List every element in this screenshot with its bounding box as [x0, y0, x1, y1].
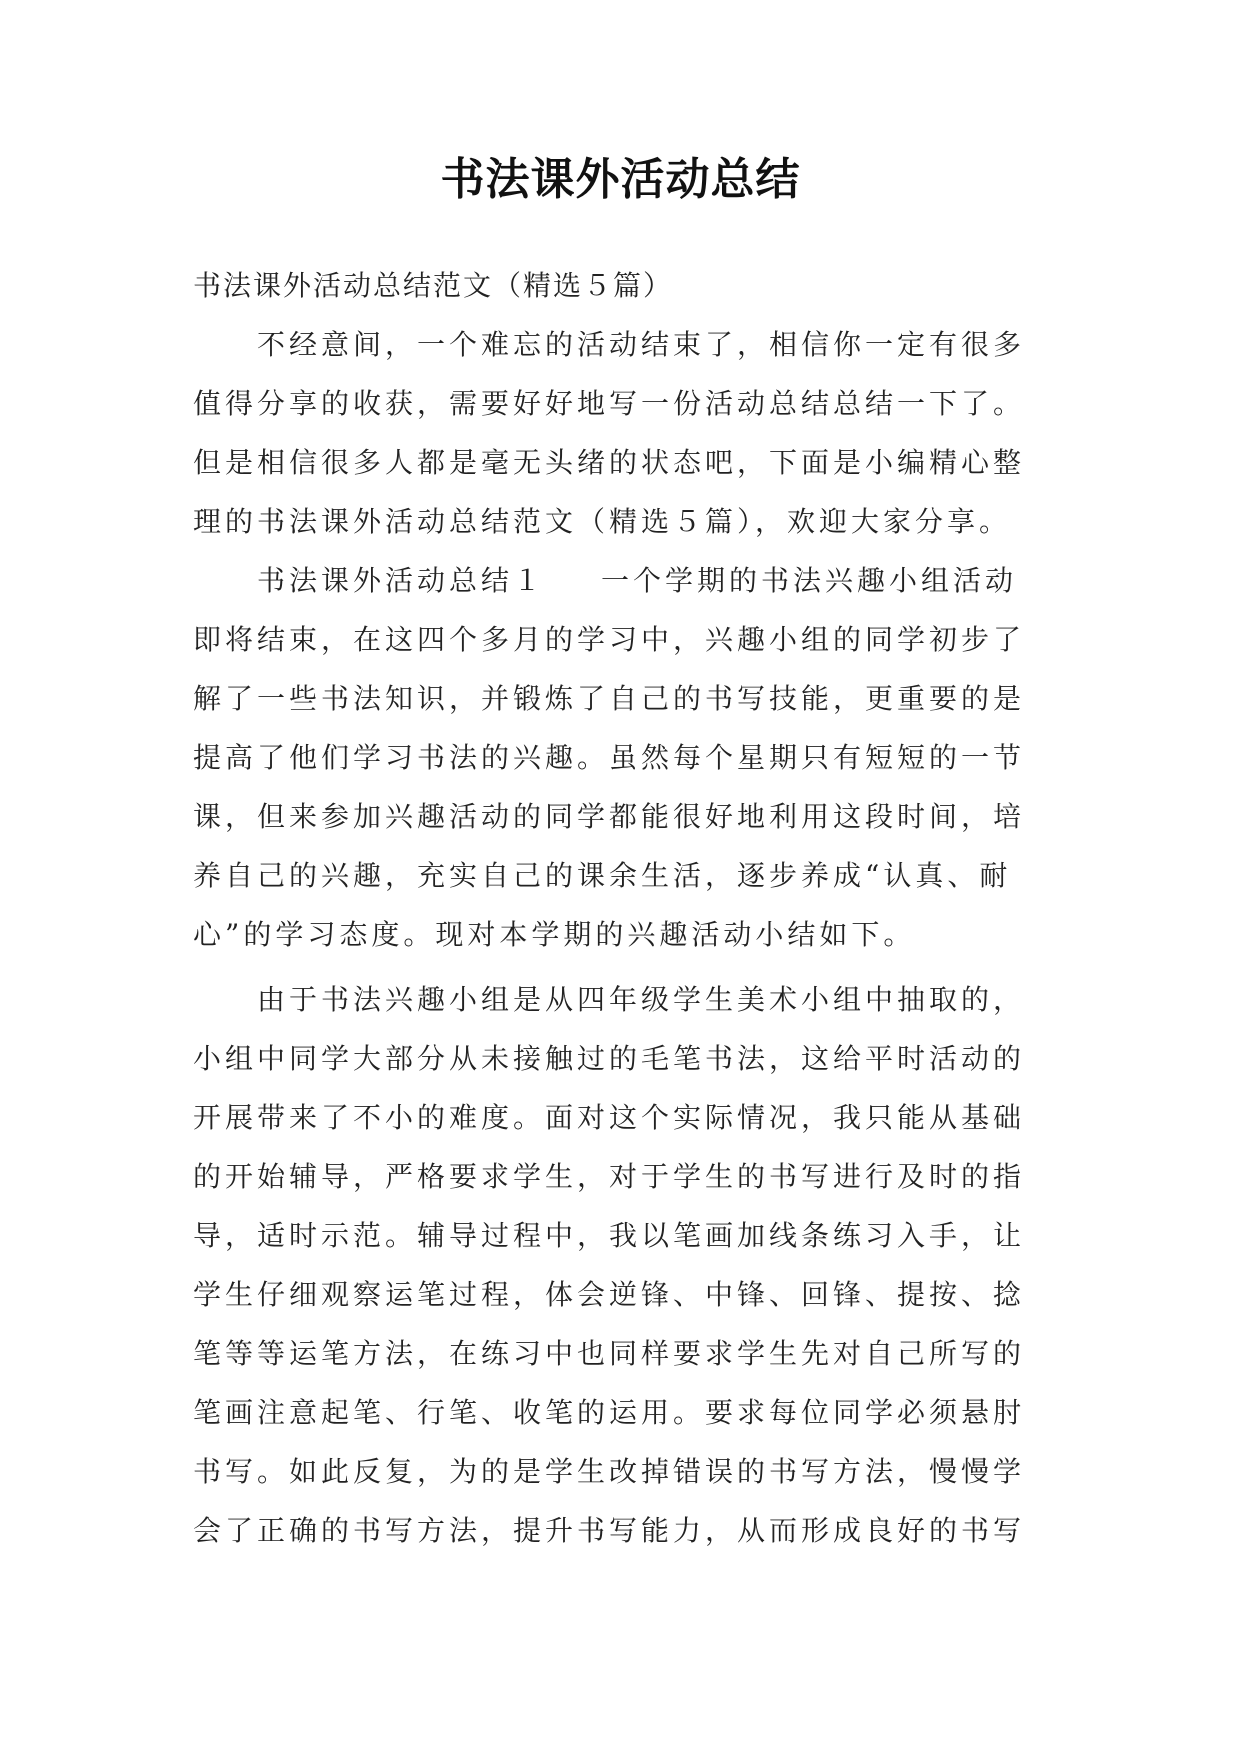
section-1-line: 解了一些书法知识，并锻炼了自己的书写技能，更重要的是 — [193, 682, 1026, 715]
section-1-line: 提高了他们学习书法的兴趣。虽然每个星期只有短短的一节 — [193, 741, 1026, 774]
intro-paragraph — [193, 315, 1061, 551]
paragraph-3-line: 书写。如此反复，为的是学生改掉错误的书写方法，慢慢学 — [193, 1455, 1026, 1488]
paragraph-3-line: 小组中同学大部分从未接触过的毛笔书法，这给平时活动的 — [193, 1042, 1026, 1075]
section-1-line: 心”的学习态度。现对本学期的兴趣活动小结如下。 — [193, 918, 916, 951]
section-1-first-line-text: 一个学期的书法兴趣小组活动 — [601, 564, 1018, 597]
paragraph-3-line: 的开始辅导，严格要求学生，对于学生的书写进行及时的指 — [193, 1160, 1026, 1193]
paragraph-3 — [193, 970, 1061, 1560]
document-body — [193, 256, 1061, 1560]
intro-line: 但是相信很多人都是毫无头绪的状态吧，下面是小编精心整 — [193, 446, 1026, 479]
section-1-paragraph — [193, 551, 1061, 964]
paragraph-3-line: 由于书法兴趣小组是从四年级学生美术小组中抽取的， — [257, 983, 1026, 1016]
document-subtitle: 书法课外活动总结范文（精选５篇） — [193, 269, 674, 302]
paragraph-3-line: 开展带来了不小的难度。面对这个实际情况，我只能从基础 — [193, 1101, 1026, 1134]
paragraph-3-line: 会了正确的书写方法，提升书写能力，从而形成良好的书写 — [193, 1514, 1026, 1547]
intro-line: 不经意间，一个难忘的活动结束了，相信你一定有很多 — [257, 328, 1026, 361]
paragraph-3-line: 学生仔细观察运笔过程，体会逆锋、中锋、回锋、提按、捻 — [193, 1278, 1026, 1311]
page-title: 书法课外活动总结 — [440, 154, 801, 205]
section-1-line: 即将结束，在这四个多月的学习中，兴趣小组的同学初步了 — [193, 623, 1026, 656]
intro-line: 值得分享的收获，需要好好地写一份活动总结总结一下了。 — [193, 387, 1026, 420]
paragraph-3-line: 笔画注意起笔、行笔、收笔的运用。要求每位同学必须悬肘 — [193, 1396, 1026, 1429]
paragraph-3-line: 笔等等运笔方法，在练习中也同样要求学生先对自己所写的 — [193, 1337, 1026, 1370]
section-1-line: 养自己的兴趣，充实自己的课余生活，逐步养成“认真、耐 — [193, 859, 1012, 892]
section-1-heading: 书法课外活动总结１ — [257, 564, 546, 597]
section-1-first-line — [193, 551, 1061, 610]
intro-line: 理的书法课外活动总结范文（精选５篇），欢迎大家分享。 — [193, 505, 1012, 538]
paragraph-3-line: 导，适时示范。辅导过程中，我以笔画加线条练习入手，让 — [193, 1219, 1026, 1252]
section-1-line: 课，但来参加兴趣活动的同学都能很好地利用这段时间，培 — [193, 800, 1026, 833]
